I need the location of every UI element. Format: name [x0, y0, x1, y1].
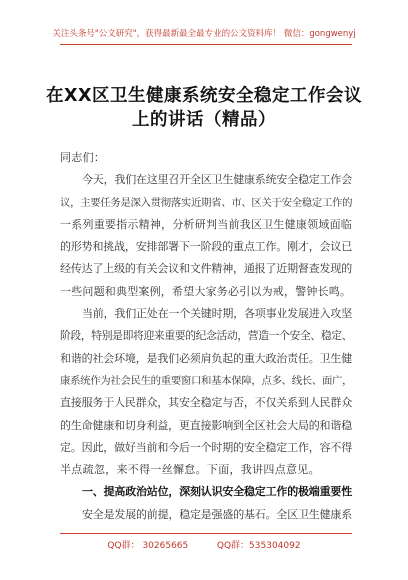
paragraph-line: 安全是发展的前提，稳定是强盛的基石。全区卫生健康系	[82, 507, 352, 521]
paragraph-line: 当前，我们正处在一个关键时期，各项事业发展进入攻坚	[82, 307, 352, 321]
document-body	[60, 147, 352, 526]
paragraph-line: 议，主要任务是深入贯彻落实近期省、市、区关于安全稳定工作的	[60, 196, 352, 209]
paragraph-line: 和谐的社会环境，是我们必须肩负起的重大政治责任。卫生健	[60, 351, 352, 365]
document-title-line-2: 上的讲话（精品）	[132, 110, 276, 130]
document-title-line-1: 在XX区卫生健康系统安全稳定工作会议	[46, 86, 362, 106]
paragraph-line: 康系统作为社会民生的重要窗口和基本保障，点多、线长、面广，	[60, 374, 352, 387]
header-divider	[60, 44, 352, 45]
header-promo-note: 关注头条号"公文研究"，获得最新最全最专业的公文资料库！ 微信：gongwenyj	[52, 29, 356, 39]
paragraph-line: 的生命健康和切身利益，更直接影响到全区社会大局的和谐稳	[60, 418, 352, 432]
paragraph-line: 定。因此，做好当前和今后一个时期的安全稳定工作，容不得	[60, 440, 352, 454]
paragraph-line: 一些问题和典型案例，希望大家务必引以为戒，警钟长鸣。	[60, 284, 352, 298]
paragraph-line: 半点疏忽，来不得一丝懈怠。下面，我讲四点意见。	[60, 463, 320, 477]
footer-divider	[60, 533, 352, 534]
salutation: 同志们：	[60, 151, 106, 164]
paragraph-line: 今天，我们在这里召开全区卫生健康系统安全稳定工作会	[82, 173, 352, 187]
section-heading: 一、提高政治站位，深刻认识安全稳定工作的极端重要性	[82, 485, 352, 499]
paragraph-line: 的形势和挑战，安排部署下一阶段的重点工作。刚才，会议已	[60, 240, 352, 254]
paragraph-line: 一系列重要指示精神，分析研判当前我区卫生健康领域面临	[60, 217, 352, 231]
paragraph-line: 经传达了上级的有关会议和文件精神，通报了近期督查发现的	[60, 262, 352, 276]
paragraph-line: 阶段，特别是即将迎来重要的纪念活动，营造一个安全、稳定、	[60, 329, 352, 343]
footer-qq-groups: QQ群： 30265665 QQ群：535304092	[107, 541, 301, 551]
paragraph-line: 直接服务于人民群众，其安全稳定与否，不仅关系到人民群众	[60, 396, 352, 410]
